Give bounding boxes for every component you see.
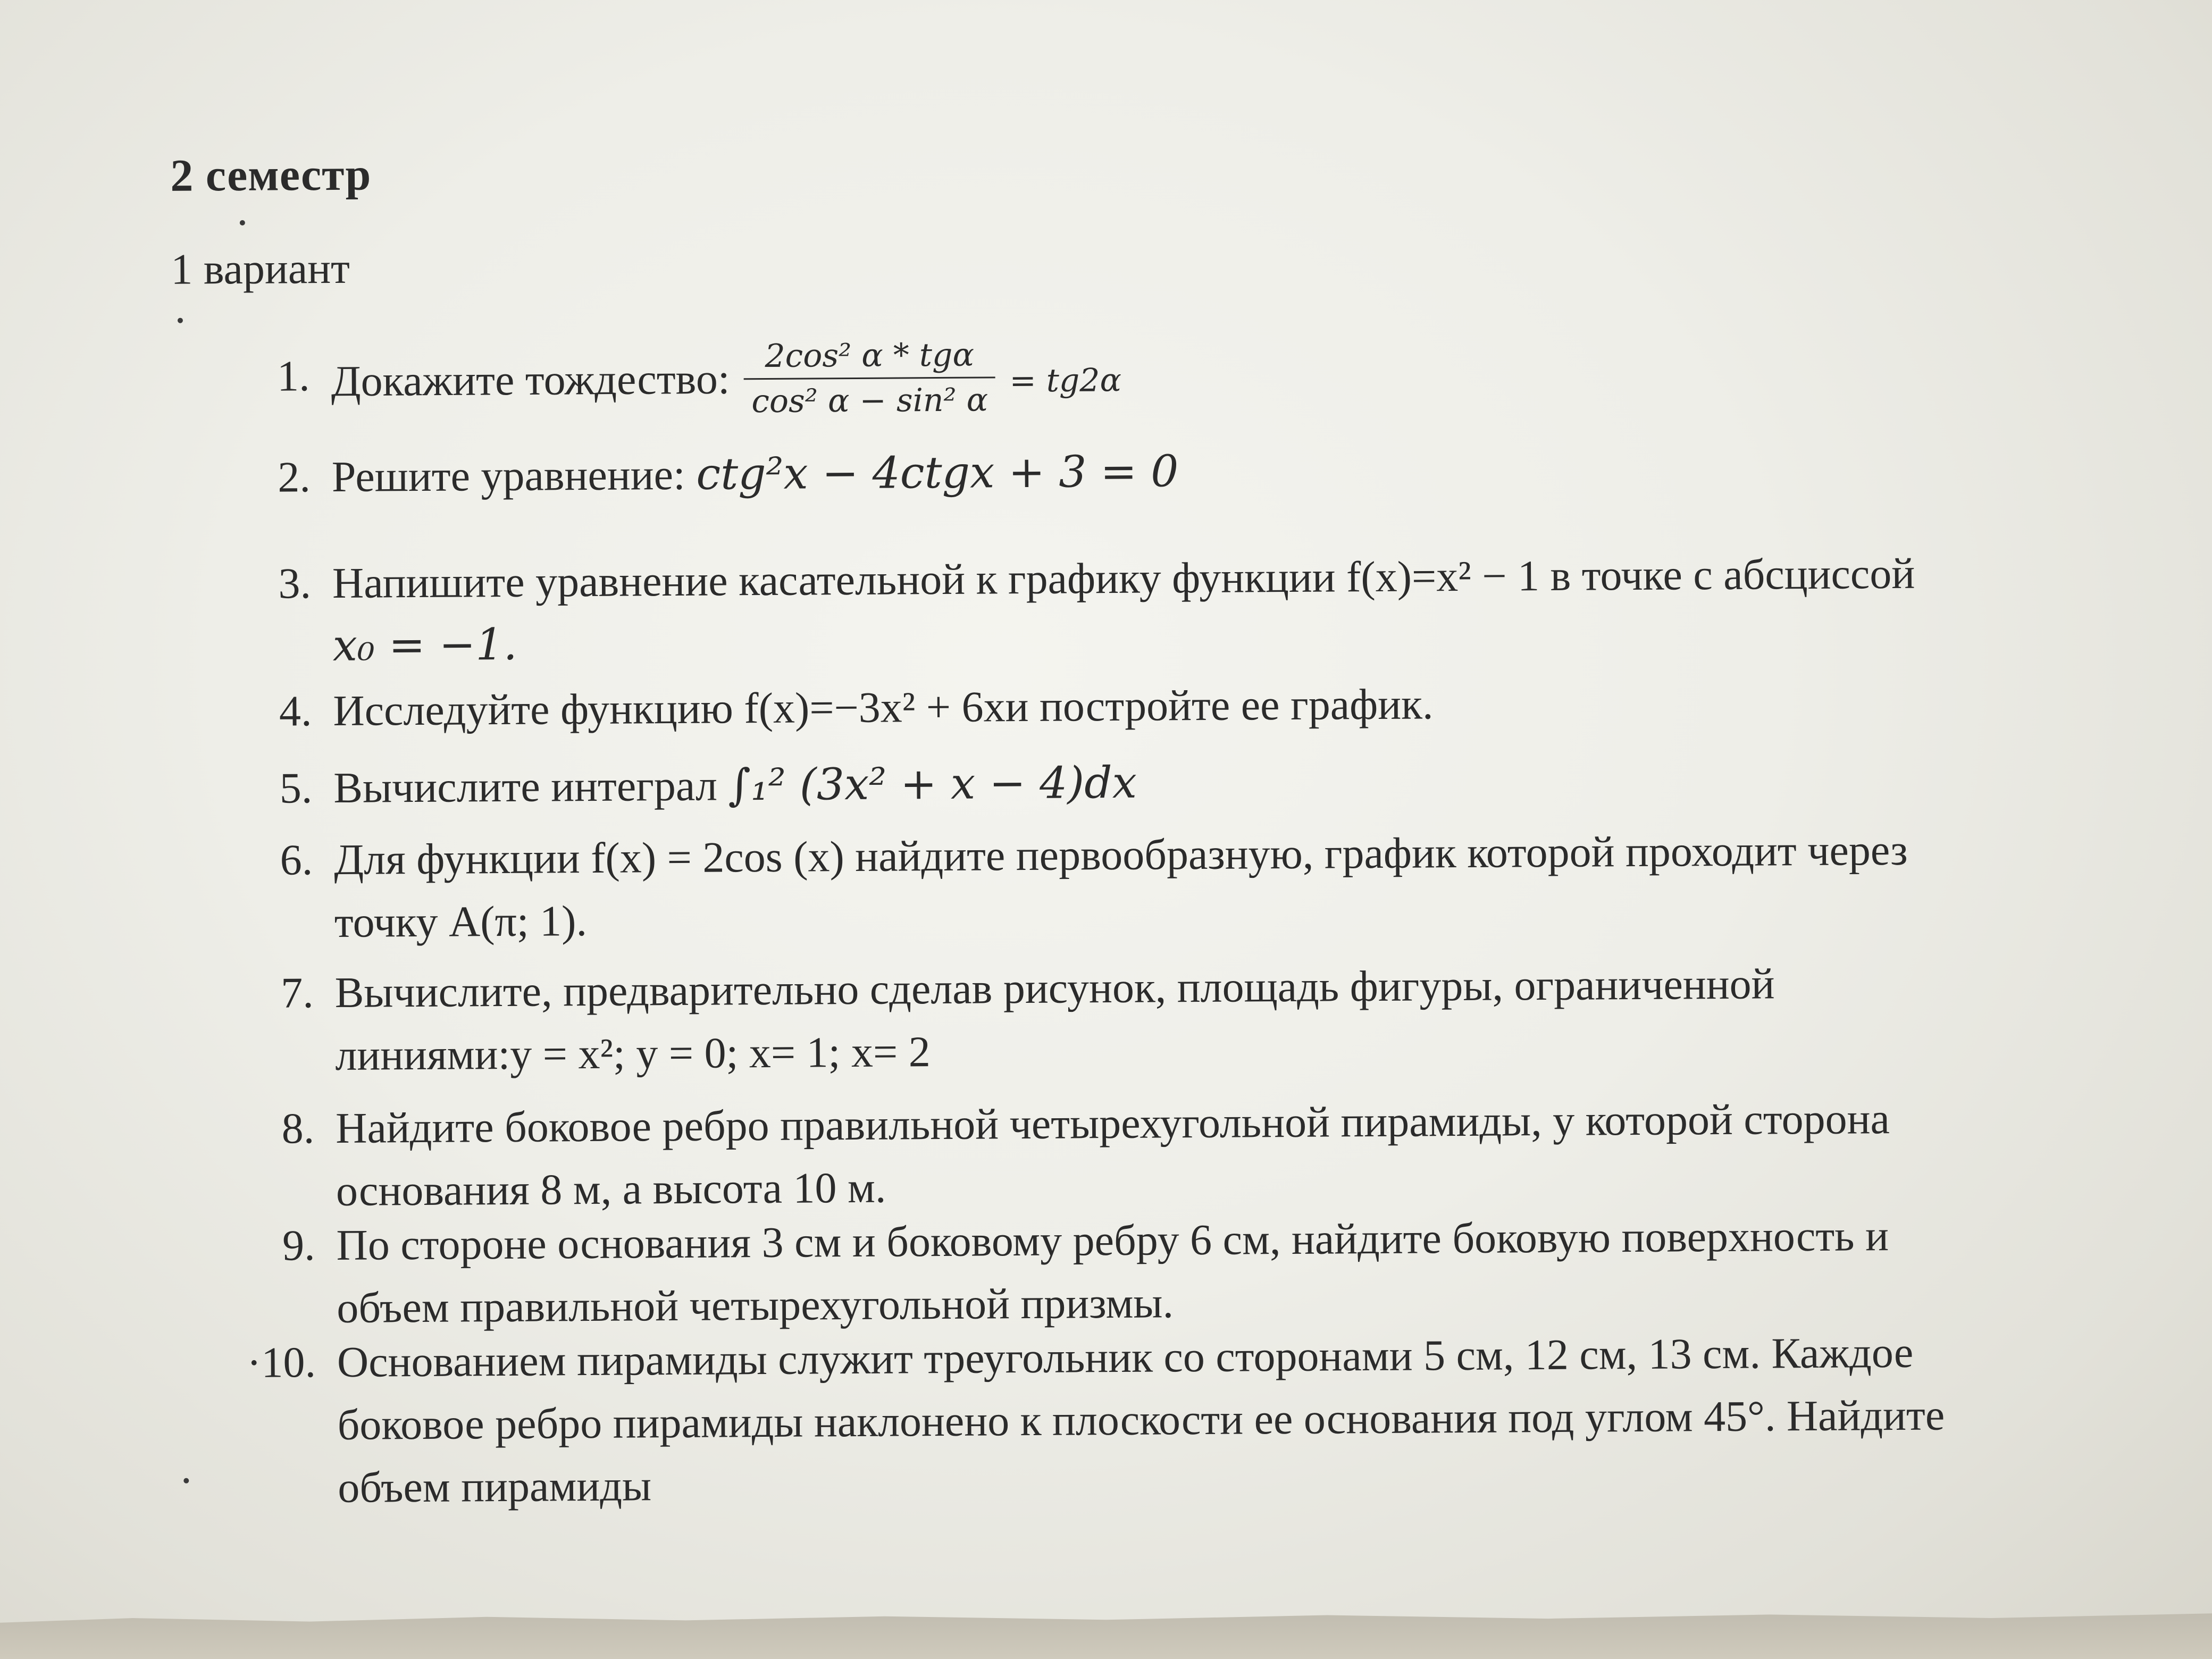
- task-prompt: Вычислите интеграл: [333, 761, 718, 812]
- task-8: [240, 1086, 2165, 1215]
- identity-fraction: [744, 336, 996, 420]
- task-line: По стороне основания 3 см и боковому ребру 6 см, найдите боковую поверхность и: [336, 1211, 1889, 1269]
- task-text: [337, 1320, 2167, 1519]
- task-number: ·10.: [246, 1338, 316, 1387]
- fraction-denominator: cos² α − sin² α: [751, 381, 988, 421]
- task-text: [331, 434, 2161, 508]
- task-line: Напишите уравнение касательной к графику функции f(x)=x² − 1 в точке с абсциссой: [332, 549, 1915, 607]
- task-number: 8.: [281, 1104, 315, 1153]
- task-line: линиями:y = x²; y = 0; x= 1; x= 2: [335, 1027, 931, 1079]
- task-number: 3.: [278, 559, 312, 608]
- ink-speck: [240, 220, 245, 225]
- task-text: [336, 1086, 2165, 1222]
- ink-speck: [183, 1478, 189, 1484]
- task-2: [236, 434, 2160, 501]
- task-text: [332, 541, 2162, 677]
- task-5: [238, 745, 2163, 812]
- task-integral: ∫₁² (3x² + x − 4)dx: [728, 757, 1137, 811]
- task-line: боковое ребро пирамиды наклонено к плоскости ее основания под углом 45°. Найдите: [337, 1390, 1945, 1449]
- task-line: точку A(π; 1).: [334, 896, 588, 946]
- ink-speck: [178, 318, 183, 323]
- task-3: [237, 541, 2161, 671]
- task-prompt: Решите уравнение:: [331, 450, 686, 501]
- task-line: объем пирамиды: [338, 1461, 652, 1512]
- variant-label: 1 вариант: [171, 244, 350, 294]
- fraction-rhs: = tg2α: [1009, 362, 1122, 400]
- task-6: [238, 817, 2163, 946]
- task-text: [333, 745, 2163, 819]
- table-surface: [0, 1601, 2212, 1659]
- fraction-numerator: 2cos² α * tgα: [744, 336, 995, 380]
- task-line: основания 8 м, а высота 10 м.: [336, 1163, 886, 1215]
- task-number: 6.: [280, 835, 313, 884]
- task-text: [334, 817, 2164, 954]
- task-text: [333, 668, 2163, 742]
- task-line: объем правильной четырехугольной призмы.: [337, 1278, 1174, 1332]
- task-prompt: Докажите тождество:: [331, 354, 730, 406]
- task-1: [235, 333, 2160, 421]
- task-line: Для функции f(x) = 2cos (x) найдите первообразную, график которой проходит через: [333, 825, 1908, 884]
- task-number: 5.: [279, 764, 313, 812]
- task-number: 9.: [282, 1221, 315, 1270]
- task-line: Найдите боковое ребро правильной четырехугольной пирамиды, у которой сторона: [335, 1094, 1890, 1152]
- task-number: 7.: [280, 968, 314, 1017]
- task-line: Основанием пирамиды служит треугольник со сторонами 5 см, 12 см, 13 см. Каждое: [337, 1328, 1914, 1386]
- task-equation: ctg²x − 4ctgx + 3 = 0: [696, 446, 1179, 500]
- task-text: [336, 1203, 2166, 1339]
- task-number: 1.: [276, 351, 310, 400]
- task-line: x₀ = −1.: [332, 619, 517, 671]
- task-text: [334, 950, 2164, 1087]
- task-line: Исследуйте функцию f(x)=−3x² + 6xи постройте ее график.: [333, 680, 1434, 735]
- task-number: 4.: [279, 686, 312, 735]
- exam-sheet: [154, 137, 2162, 1542]
- task-number: 2.: [277, 453, 311, 501]
- page-title: 2 семестр: [170, 148, 372, 201]
- task-text: [331, 333, 2160, 427]
- task-line: Вычислите, предварительно сделав рисунок, площадь фигуры, ограниченной: [334, 959, 1775, 1017]
